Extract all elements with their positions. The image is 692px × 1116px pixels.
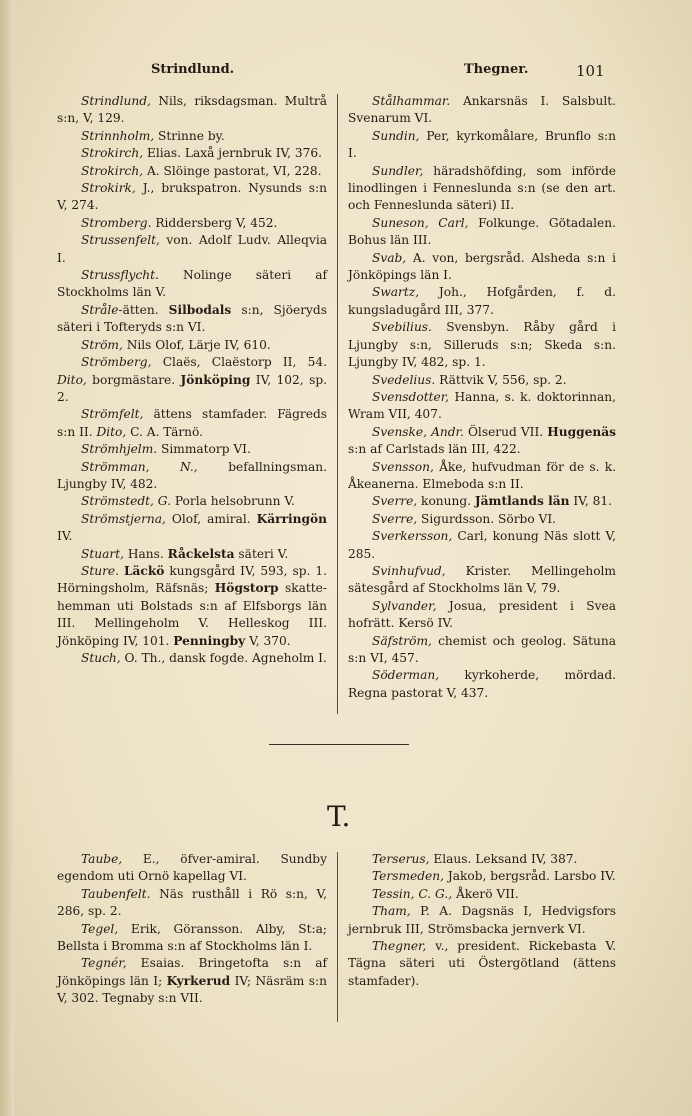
index-entry: Strömfelt, ättens stamfader. Fägreds s:n II. Dito, C. A. Tärnö. (57, 407, 327, 439)
index-entry: Stuch, O. Th., dansk fogde. Agneholm I. (81, 651, 327, 665)
index-entry: Stålhammar. Ankarsnäs I. Salsbult. Svenarum VI. (348, 94, 616, 126)
column-divider-top (337, 94, 338, 714)
index-entry: Strokirch, A. Slöinge pastorat, VI, 228. (81, 163, 322, 178)
index-entry: Terserus, Elaus. Leksand IV, 387. (372, 852, 578, 866)
index-entry: Strindlund, Nils, riksdagsman. Multrå s:n, V, 129. (57, 94, 327, 126)
index-entry: Stuart, Hans. Råckelsta säteri V. (81, 546, 289, 561)
index-entry: Tegel, Erik, Göransson. Alby, St:a; Bellsta i Bromma s:n af Stockholms län I. (57, 921, 327, 954)
column-right-bottom (348, 851, 616, 990)
index-entry: Tegnér, Esaias. Bringetofta s:n af Jönköpings län I; Kyrkerud IV; Näsräm s:n V, 302. Tegnaby s:n VII. (57, 956, 327, 1006)
index-entry: Taube, E., öfver-amiral. Sundby egendom uti Ornö kapellag VI. (57, 852, 327, 884)
index-entry: Sverre, Sigurdsson. Sörbo VI. (372, 511, 557, 526)
index-entry: Strussenfelt, von. Adolf Ludv. Alleqvia I. (57, 233, 327, 265)
index-entry: Sverre, konung. Jämtlands län IV, 81. (372, 494, 612, 509)
index-entry: Tersmeden, Jakob, bergsråd. Larsbo IV. (372, 869, 616, 884)
index-entry: Svensson, Åke, hufvudman för de s. k. Åkeanerna. Elmeboda s:n II. (348, 459, 616, 491)
section-divider (269, 744, 409, 745)
running-header-right: Thegner. (464, 62, 529, 77)
index-entry: Svab, A. von, bergsråd. Alsheda s:n i Jönköpings län I. (348, 250, 616, 283)
index-entry: Strokirch, Elias. Laxå jernbruk IV, 376. (81, 146, 323, 161)
index-entry: Strömstjerna, Olof, amiral. Kärringön IV. (57, 511, 327, 544)
index-entry: Strömman, N., befallningsman. Ljungby IV, 482. (57, 459, 327, 491)
index-entry: Tham, P. A. Dagsnäs I, Hedvigsfors jernbruk III, Strömsbacka jernverk VI. (348, 904, 616, 936)
index-entry: Svinhufvud, Krister. Mellingeholm sätesgård af Stockholms län V, 79. (348, 563, 616, 596)
index-entry: Strömhjelm. Simmatorp VI. (81, 442, 251, 457)
column-right-top (348, 93, 616, 702)
index-entry: Strinnholm, Strinne by. (81, 128, 225, 143)
index-entry: Thegner, v., president. Rickebasta V. Tägna säteri uti Östergötland (ättens stamfader). (348, 939, 616, 988)
index-entry: Sundin, Per, kyrkomålare, Brunflo s:n I. (348, 128, 616, 161)
index-entry: Sylvander, Josua, president i Svea hofrätt. Kersö IV. (348, 598, 616, 631)
index-entry: Stråle-ätten. Silbodals s:n, Sjöeryds säteri i Tofteryds s:n VI. (57, 302, 327, 335)
column-left-bottom (57, 851, 327, 1008)
index-entry: Svebilius. Svensbyn. Råby gård i Ljungby s:n, Silleruds s:n; Skeda s:n. Ljungby IV, 482, sp. 1. (348, 320, 616, 370)
index-entry: Svensdotter, Hanna, s. k. doktorinnan, Wram VII, 407. (348, 389, 616, 422)
column-left-top (57, 93, 327, 667)
index-entry: Taubenfelt. Näs rusthåll i Rö s:n, V, 286, sp. 2. (57, 886, 327, 919)
index-entry: Säfström, chemist och geolog. Sätuna s:n VI, 457. (348, 633, 616, 665)
index-entry: Tessin, C. G., Åkerö VII. (372, 886, 519, 901)
index-entry: Sverkersson, Carl, konung Näs slott V, 285. (348, 529, 616, 561)
index-entry: Strokirk, J., brukspatron. Nysunds s:n V, 274. (57, 181, 327, 213)
index-entry: Suneson, Carl, Folkunge. Götadalen. Bohus län III. (348, 215, 616, 248)
running-header-left: Strindlund. (151, 62, 235, 77)
page-number: 101 (576, 62, 605, 80)
index-entry: Svedelius. Rättvik V, 556, sp. 2. (372, 372, 567, 387)
index-entry: Strömstedt, G. Porla helsobrunn V. (81, 494, 295, 509)
section-letter: T. (327, 800, 351, 833)
index-entry: Strömberg, Claës, Claëstorp II, 54. Dito, borgmästare. Jönköping IV, 102, sp. 2. (57, 355, 327, 404)
index-entry: Sture. Läckö kungsgård IV, 593, sp. 1. Hörningsholm, Räfsnäs; Högstorp skatte-hemman uti Bolstads s:n af Elfsborgs län III. Mellingeholm V. Helleskog III. Jönköping IV, 101. Penningby V, 370. (57, 563, 327, 648)
index-entry: Sundler, häradshöfding, som införde linodlingen i Fenneslunda s:n (se den art. och Fenneslunda säteri) II. (348, 163, 616, 213)
column-divider-bottom (337, 852, 338, 1022)
page-binding-edge (0, 0, 14, 1116)
index-entry: Söderman, kyrkoherde, mördad. Regna pastorat V, 437. (348, 668, 616, 700)
index-entry: Stromberg. Riddersberg V, 452. (81, 215, 278, 230)
index-entry: Swartz, Joh., Hofgården, f. d. kungsladugård III, 377. (348, 285, 616, 317)
index-entry: Strussflycht. Nolinge säteri af Stockholms län V. (57, 268, 327, 300)
index-entry: Svenske, Andr. Ölserud VII. Huggenäs s:n af Carlstads län III, 422. (348, 424, 616, 457)
index-entry: Ström, Nils Olof, Lärje IV, 610. (81, 337, 271, 352)
